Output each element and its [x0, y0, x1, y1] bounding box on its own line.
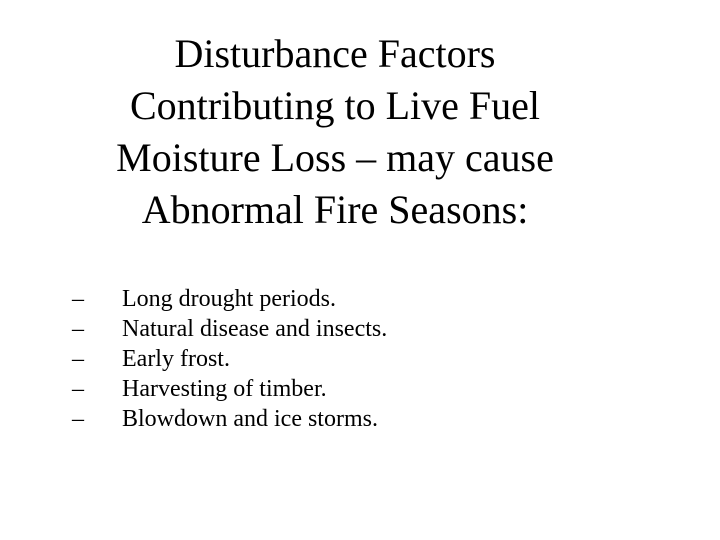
bullet-text: Natural disease and insects. [122, 316, 388, 342]
dash-marker: – [72, 376, 84, 402]
title-line: Abnormal Fire Seasons: [141, 187, 529, 232]
title-line: Contributing to Live Fuel [130, 83, 540, 128]
dash-marker: – [72, 316, 84, 342]
dash-marker: – [72, 346, 84, 372]
title-line: Moisture Loss – may cause [116, 135, 554, 180]
bullet-item [72, 344, 387, 374]
bullet-text: Long drought periods. [122, 286, 336, 312]
bullet-item [72, 284, 387, 314]
bullet-list [72, 284, 387, 434]
dash-marker: – [72, 406, 84, 432]
slide-title [40, 28, 630, 236]
bullet-text: Harvesting of timber. [122, 376, 327, 402]
bullet-item [72, 374, 387, 404]
bullet-text: Blowdown and ice storms. [122, 406, 378, 432]
dash-marker: – [72, 286, 84, 312]
title-line: Disturbance Factors [174, 31, 496, 76]
bullet-text: Early frost. [122, 346, 230, 372]
bullet-item [72, 314, 387, 344]
bullet-item [72, 404, 387, 434]
